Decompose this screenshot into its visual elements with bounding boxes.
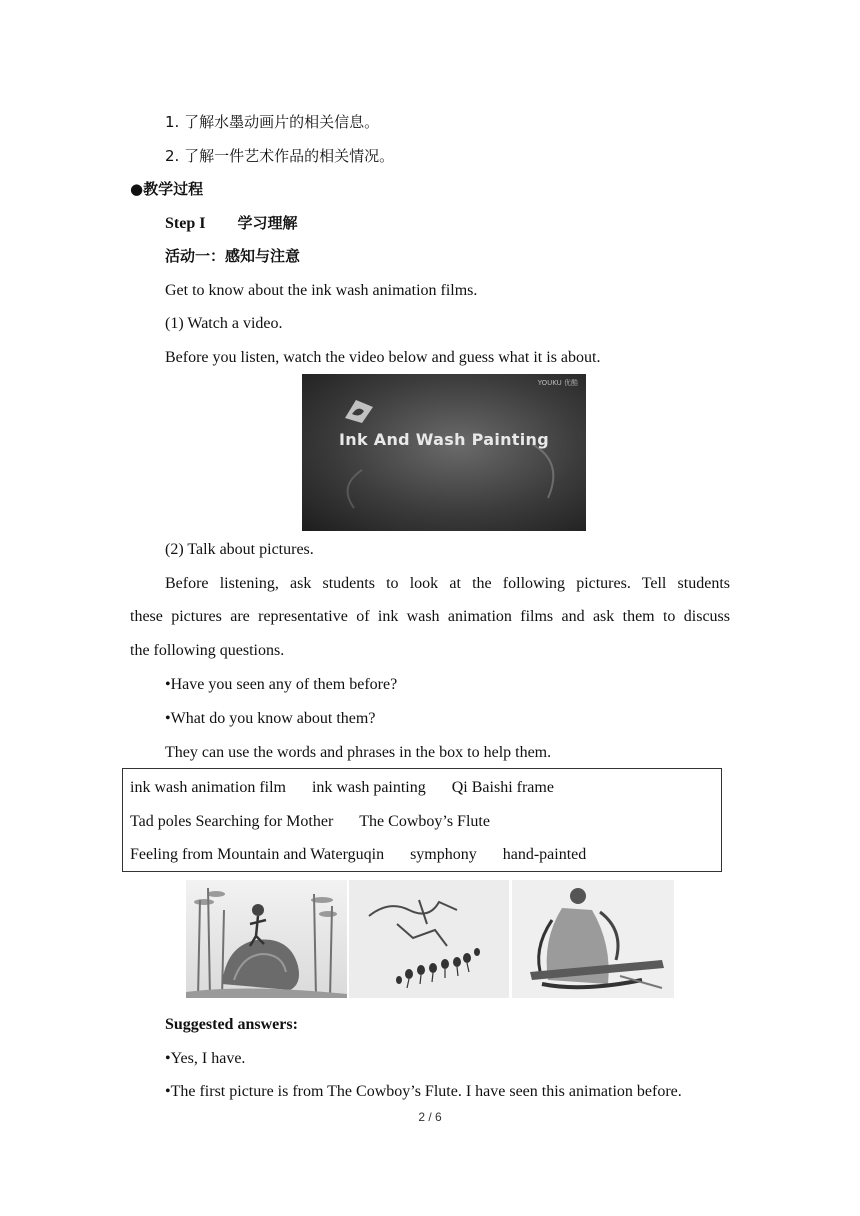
word-box-row-1 (130, 778, 554, 798)
word-box (122, 768, 722, 872)
word-box-item: ink wash animation film (130, 779, 286, 796)
word-box-item: Feeling from Mountain and Waterguqin (130, 846, 385, 863)
intro-text: Get to know about the ink wash animation films. (165, 282, 478, 299)
task-2-heading: (2) Talk about pictures. (165, 541, 314, 558)
video-title: Ink And Wash Painting (339, 430, 549, 449)
paragraph-line-2: these pictures are representative of ink wash animation films and ask them to discuss (130, 608, 730, 625)
objective-2: 2. 了解一件艺术作品的相关情况。 (165, 147, 395, 165)
picture-guqin-player (512, 880, 674, 998)
question-2: •What do you know about them? (165, 710, 376, 727)
video-brush-strokes (302, 374, 586, 531)
word-box-row-2 (130, 812, 490, 832)
page-number: 2 / 6 (418, 1110, 442, 1124)
word-box-item: The Cowboy’s Flute (359, 813, 490, 830)
word-box-item: Tad poles Searching for Mother (130, 813, 334, 830)
question-1: •Have you seen any of them before? (165, 676, 398, 693)
word-box-item: ink wash painting (311, 779, 426, 796)
step-label: Step I (165, 215, 206, 232)
step-heading (165, 213, 297, 234)
box-intro: They can use the words and phrases in the box to help them. (165, 744, 552, 761)
answers-heading: Suggested answers: (165, 1016, 298, 1033)
paragraph-line-3: the following questions. (130, 642, 285, 659)
task-1-heading: (1) Watch a video. (165, 315, 283, 332)
section-heading: ●教学过程 (130, 180, 204, 198)
video-thumbnail[interactable] (302, 374, 586, 531)
video-watermark: YOUKU 优酷 (537, 379, 578, 387)
picture-tadpoles (349, 880, 509, 998)
word-box-item: hand-painted (502, 846, 587, 863)
paragraph-line-1: Before listening, ask students to look at the following pictures. Tell students (165, 575, 730, 592)
word-box-item: symphony (410, 846, 477, 863)
word-box-row-3 (130, 845, 586, 865)
activity-title: 活动一：感知与注意 (165, 247, 301, 265)
answer-2: •The first picture is from The Cowboy’s Flute. I have seen this animation before. (165, 1083, 682, 1100)
word-box-item: Qi Baishi frame (451, 779, 554, 796)
task-1-instruction: Before you listen, watch the video below and guess what it is about. (165, 349, 601, 366)
answer-1: •Yes, I have. (165, 1050, 246, 1067)
objective-1: 1. 了解水墨动画片的相关信息。 (165, 113, 380, 131)
step-title: 学习理解 (237, 214, 298, 232)
picture-cowboy-flute (186, 880, 347, 998)
animation-pictures (186, 880, 674, 998)
